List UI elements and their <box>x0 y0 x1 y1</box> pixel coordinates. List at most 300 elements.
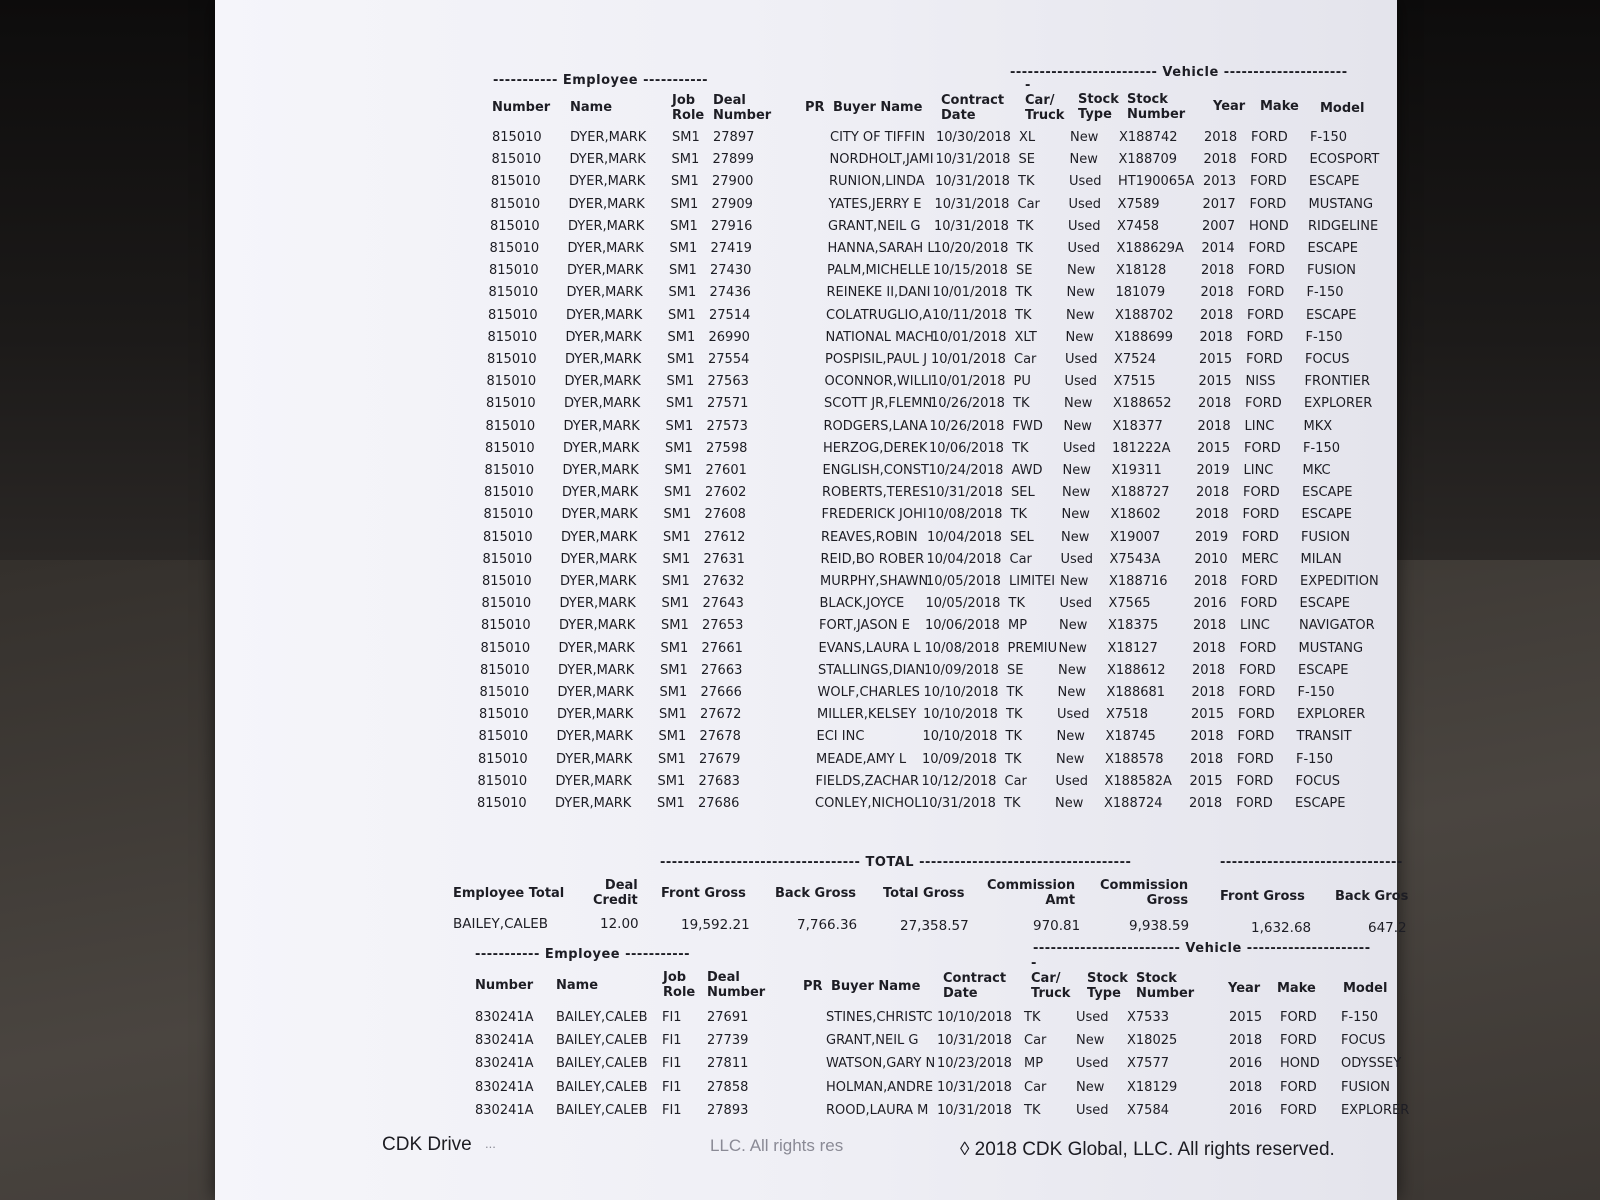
total-back-gross-2: 647.2 <box>1368 920 1407 936</box>
cell-name: BAILEY,CALEB <box>556 1056 648 1072</box>
col-header-deal-number: Deal Number <box>713 93 772 123</box>
cell-job-role: SM1 <box>657 773 686 789</box>
cell-number: 815010 <box>483 529 533 545</box>
col-header-model-2: Model <box>1343 981 1388 996</box>
cell-job-role: SM1 <box>670 196 699 212</box>
col-header-deal-credit: Deal Credit <box>593 878 638 908</box>
cell-job-role: FI1 <box>662 1033 682 1049</box>
cell-deal-number: 27691 <box>707 1010 749 1025</box>
cell-number: 815010 <box>487 352 537 367</box>
cell-stock-type: New <box>1056 751 1085 767</box>
cell-deal-number: 27601 <box>705 463 747 478</box>
cell-stock-type: Used <box>1064 374 1098 390</box>
cell-model: F-150 <box>1297 685 1335 700</box>
cell-make: FORD <box>1280 1079 1317 1095</box>
cell-make: FORD <box>1250 152 1288 168</box>
employee-group-header: ----------- Employee ----------- <box>493 73 708 88</box>
cell-buyer-name: HOLMAN,ANDRE <box>826 1079 934 1095</box>
cell-car-truck: TK <box>1013 396 1030 412</box>
cell-name: DYER,MARK <box>560 551 637 567</box>
cell-job-role: SM1 <box>665 440 693 456</box>
cell-model: F-150 <box>1341 1010 1378 1025</box>
cell-year: 2018 <box>1193 618 1227 634</box>
cell-buyer-name: MILLER,KELSEY <box>817 707 917 723</box>
cell-job-role: SM1 <box>664 463 693 478</box>
cell-stock-number: X188699 <box>1114 329 1174 345</box>
cell-make: FORD <box>1242 529 1279 545</box>
cell-model: RIDGELINE <box>1308 218 1379 234</box>
cell-stock-number: X18025 <box>1127 1033 1178 1049</box>
cell-year: 2018 <box>1199 329 1233 345</box>
cell-model: ESCAPE <box>1309 174 1360 190</box>
cell-deal-number: 27909 <box>711 196 753 212</box>
cell-contract-date: 10/31/2018 <box>921 796 996 811</box>
col-header-name: Name <box>570 100 613 115</box>
table-row <box>215 462 1397 480</box>
cell-job-role: SM1 <box>661 596 690 612</box>
cell-deal-number: 27811 <box>707 1056 749 1072</box>
cell-number: 815010 <box>484 463 535 478</box>
cell-deal-number: 27897 <box>713 130 755 145</box>
cell-contract-date: 10/31/2018 <box>937 1033 1012 1049</box>
cell-stock-number: X7577 <box>1127 1056 1169 1072</box>
cell-deal-number: 27608 <box>704 507 746 523</box>
cell-job-role: SM1 <box>663 529 691 545</box>
cell-stock-number: X188727 <box>1111 485 1170 501</box>
cell-stock-type: Used <box>1076 1010 1109 1025</box>
cell-car-truck: Car <box>1009 551 1032 567</box>
cell-stock-number: X188742 <box>1119 130 1178 145</box>
cell-number: 815010 <box>488 285 539 301</box>
cell-year: 2018 <box>1189 796 1223 811</box>
cell-year: 2018 <box>1198 396 1232 412</box>
col-header-buyer-name-2: Buyer Name <box>831 979 921 994</box>
cell-car-truck: TK <box>1015 285 1032 301</box>
cell-year: 2018 <box>1229 1079 1263 1095</box>
cell-year: 2007 <box>1202 218 1236 234</box>
cell-make: FORD <box>1280 1102 1317 1118</box>
cell-number: 815010 <box>491 174 541 190</box>
col-header-stock-type: Stock Type <box>1078 92 1119 122</box>
table-row <box>215 662 1397 680</box>
cell-job-role: SM1 <box>671 174 699 190</box>
cell-year: 2018 <box>1196 485 1230 501</box>
cell-make: FORD <box>1241 574 1278 589</box>
cell-stock-type: New <box>1055 796 1084 811</box>
cell-year: 2018 <box>1200 307 1234 323</box>
col-header-pr: PR <box>805 100 825 115</box>
cell-make: FORD <box>1248 263 1285 279</box>
cell-number: 815010 <box>485 418 536 434</box>
cell-name: DYER,MARK <box>570 130 647 145</box>
cell-name: DYER,MARK <box>567 241 644 256</box>
cell-model: F-150 <box>1310 130 1347 145</box>
cell-year: 2016 <box>1193 596 1227 612</box>
cell-contract-date: 10/01/2018 <box>931 329 1007 345</box>
col-header-commission-gross: Commission Gross <box>1100 878 1189 908</box>
cell-make: FORD <box>1237 751 1274 767</box>
cell-number: 815010 <box>481 618 531 634</box>
cell-make: FORD <box>1245 396 1282 412</box>
table-row <box>215 218 1397 236</box>
cell-car-truck: TK <box>1004 796 1021 811</box>
cell-buyer-name: MEADE,AMY L <box>816 751 907 767</box>
cell-make: FORD <box>1239 640 1277 656</box>
cell-name: BAILEY,CALEB <box>556 1102 648 1118</box>
cell-deal-number: 27683 <box>698 773 740 789</box>
cell-deal-number: 27686 <box>698 796 740 811</box>
footer-copyright: ◊ 2018 CDK Global, LLC. All rights reserved. <box>960 1139 1335 1160</box>
cell-number: 815010 <box>486 396 536 412</box>
cell-contract-date: 10/08/2018 <box>924 640 1000 656</box>
cell-model: EXPLORER <box>1304 396 1373 412</box>
cell-contract-date: 10/05/2018 <box>926 574 1001 589</box>
cell-model: F-150 <box>1296 751 1333 767</box>
cell-model: ESCAPE <box>1306 307 1357 323</box>
cell-name: DYER,MARK <box>561 529 638 545</box>
cell-name: DYER,MARK <box>557 707 634 723</box>
table-row <box>215 1079 1397 1097</box>
cell-make: FORD <box>1238 685 1276 700</box>
cell-stock-number: X7458 <box>1117 218 1159 234</box>
cell-number: 815010 <box>484 485 534 501</box>
cell-make: HOND <box>1280 1056 1320 1072</box>
cell-stock-type: Used <box>1059 596 1093 612</box>
cell-number: 830241A <box>475 1102 534 1118</box>
cell-job-role: SM1 <box>671 152 700 168</box>
cell-stock-number: X188724 <box>1104 796 1163 811</box>
cell-buyer-name: RODGERS,LANA <box>823 418 928 434</box>
cell-contract-date: 10/04/2018 <box>926 551 1002 567</box>
cell-contract-date: 10/12/2018 <box>921 773 997 789</box>
cell-year: 2018 <box>1197 418 1231 434</box>
cell-make: LINC <box>1243 463 1274 478</box>
cell-model: ESCAPE <box>1295 796 1346 811</box>
cell-deal-number: 27672 <box>700 707 742 723</box>
cell-number: 815010 <box>479 707 529 723</box>
cell-buyer-name: CONLEY,NICHOL <box>815 796 922 811</box>
cell-car-truck: TK <box>1005 729 1022 745</box>
cell-job-role: SM1 <box>667 352 695 367</box>
cell-make: FORD <box>1247 285 1285 301</box>
total-front-gross-2: 1,632.68 <box>1251 920 1312 936</box>
cell-car-truck: SEL <box>1010 529 1034 545</box>
cell-name: DYER,MARK <box>555 796 632 811</box>
cell-name: DYER,MARK <box>561 507 638 523</box>
cell-contract-date: 10/26/2018 <box>930 396 1005 412</box>
cell-year: 2015 <box>1189 773 1223 789</box>
table-row <box>215 173 1397 191</box>
cell-model: ESCAPE <box>1307 241 1358 256</box>
cell-job-role: SM1 <box>661 618 689 634</box>
table-row <box>215 751 1397 769</box>
cell-model: F-150 <box>1305 329 1343 345</box>
cell-deal-number: 27666 <box>700 685 742 700</box>
cell-deal-number: 27612 <box>704 529 746 545</box>
cell-deal-number: 27643 <box>702 596 744 612</box>
cell-year: 2019 <box>1196 463 1230 478</box>
table-row <box>215 1032 1397 1050</box>
table-row <box>215 351 1397 369</box>
cell-stock-type: New <box>1061 507 1090 523</box>
cell-model: TRANSIT <box>1296 729 1352 745</box>
vehicle-group-header-2: ------------------------- Vehicle --------------------- <box>1033 941 1371 956</box>
cell-deal-number: 27739 <box>707 1033 749 1049</box>
cell-job-role: SM1 <box>658 751 686 767</box>
cell-car-truck: TK <box>1024 1102 1041 1118</box>
cell-number: 815010 <box>490 218 540 234</box>
cell-name: DYER,MARK <box>559 596 636 612</box>
cell-model: FUSION <box>1307 263 1357 279</box>
cell-job-role: SM1 <box>670 218 698 234</box>
cell-number: 815010 <box>478 729 529 745</box>
cell-buyer-name: COLATRUGLIO,A <box>826 307 932 323</box>
cell-buyer-name: STINES,CHRISTC <box>826 1010 933 1025</box>
cell-deal-number: 27563 <box>707 374 749 390</box>
cell-make: FORD <box>1237 729 1275 745</box>
cell-contract-date: 10/20/2018 <box>933 241 1009 256</box>
cell-stock-type: New <box>1057 685 1086 700</box>
cell-name: DYER,MARK <box>566 307 643 323</box>
cell-stock-type: Used <box>1076 1102 1109 1118</box>
cell-model: FUSION <box>1301 529 1351 545</box>
cell-name: BAILEY,CALEB <box>556 1010 648 1025</box>
cell-stock-type: New <box>1070 130 1099 145</box>
cell-stock-type: Used <box>1068 218 1101 234</box>
table-row <box>215 640 1397 658</box>
cell-stock-number: X18602 <box>1110 507 1161 523</box>
cell-job-role: SM1 <box>664 485 692 501</box>
cell-car-truck: TK <box>1015 307 1032 323</box>
cell-car-truck: XLT <box>1014 329 1037 345</box>
cell-stock-number: X7515 <box>1113 374 1156 390</box>
cell-year: 2018 <box>1195 507 1229 523</box>
total-front-gross: 19,592.21 <box>681 917 750 933</box>
cell-contract-date: 10/10/2018 <box>937 1010 1012 1025</box>
cell-stock-type: New <box>1069 152 1098 168</box>
cell-car-truck: Car <box>1024 1033 1047 1049</box>
cell-make: LINC <box>1240 618 1270 634</box>
total-employee-name: BAILEY,CALEB <box>453 916 549 932</box>
col-header-commission-amt: Commission Amt <box>987 878 1076 908</box>
cell-number: 815010 <box>481 596 532 612</box>
cell-car-truck: Car <box>1024 1079 1047 1095</box>
table-row <box>215 262 1397 280</box>
cell-car-truck: SEL <box>1011 485 1035 501</box>
cell-contract-date: 10/23/2018 <box>937 1056 1012 1072</box>
cell-deal-number: 26990 <box>708 329 750 345</box>
cell-deal-number: 27430 <box>710 263 752 279</box>
cell-number: 815010 <box>477 773 528 789</box>
cell-model: ECOSPORT <box>1309 152 1380 168</box>
cell-stock-number: X188582A <box>1104 773 1172 789</box>
cell-contract-date: 10/31/2018 <box>937 1079 1012 1095</box>
cell-number: 830241A <box>475 1010 534 1025</box>
cell-name: DYER,MARK <box>569 174 646 190</box>
cell-model: ESCAPE <box>1301 507 1352 523</box>
cell-make: MERC <box>1241 551 1279 567</box>
cell-stock-number: X188629A <box>1116 241 1184 256</box>
cell-year: 2015 <box>1199 352 1233 367</box>
cell-contract-date: 10/04/2018 <box>927 529 1002 545</box>
cell-make: FORD <box>1280 1033 1317 1049</box>
cell-year: 2018 <box>1200 285 1234 301</box>
cell-name: DYER,MARK <box>564 374 641 390</box>
cell-model: MKX <box>1303 418 1333 434</box>
cell-year: 2018 <box>1194 574 1228 589</box>
cell-year: 2010 <box>1194 551 1228 567</box>
table-row <box>215 240 1397 258</box>
col-header-contract-date: Contract Date <box>941 93 1005 123</box>
cell-number: 815010 <box>483 507 534 523</box>
cell-contract-date: 10/10/2018 <box>923 685 999 700</box>
cell-make: LINC <box>1244 418 1275 434</box>
cell-make: HOND <box>1249 218 1289 234</box>
col-header-total-gross: Total Gross <box>883 886 965 901</box>
cell-job-role: SM1 <box>659 707 687 723</box>
footer-middle-faded: LLC. All rights res <box>710 1136 844 1155</box>
cell-contract-date: 10/08/2018 <box>927 507 1003 523</box>
cell-car-truck: PU <box>1013 374 1031 390</box>
cell-stock-type: New <box>1076 1033 1105 1049</box>
vehicle-group-header: ------------------------- Vehicle --------------------- <box>1010 65 1348 80</box>
col-header-back-gross-2: Back Gros <box>1335 889 1409 904</box>
cell-model: ESCAPE <box>1302 485 1353 501</box>
cell-buyer-name: SCOTT JR,FLEMN <box>824 396 933 412</box>
cell-model: MUSTANG <box>1298 640 1364 656</box>
col-header-model: Model <box>1320 101 1365 116</box>
cell-stock-type: Used <box>1057 707 1090 723</box>
cell-stock-number: X18128 <box>1116 263 1167 279</box>
cell-deal-number: 27893 <box>707 1102 749 1118</box>
cell-stock-type: New <box>1062 463 1091 478</box>
total-group-header-right: ------------------------------- <box>1220 855 1403 870</box>
cell-model: FOCUS <box>1295 773 1341 789</box>
table-row <box>215 573 1397 591</box>
cell-buyer-name: REINEKE II,DANI <box>826 285 931 301</box>
cell-make: FORD <box>1236 796 1273 811</box>
cell-car-truck: Car <box>1004 773 1027 789</box>
cell-name: DYER,MARK <box>567 263 644 279</box>
cell-contract-date: 10/01/2018 <box>930 374 1006 390</box>
cell-deal-number: 27899 <box>712 152 754 168</box>
cell-number: 815010 <box>491 152 542 168</box>
total-deal-credit: 12.00 <box>600 916 639 932</box>
report-page <box>215 0 1410 1200</box>
cell-contract-date: 10/31/2018 <box>928 485 1003 501</box>
total-commission-amt: 970.81 <box>1033 918 1081 934</box>
cell-car-truck: XL <box>1019 130 1036 145</box>
cell-model: ESCAPE <box>1298 662 1349 678</box>
cell-car-truck: TK <box>1024 1010 1041 1025</box>
cell-car-truck: TK <box>1006 707 1023 723</box>
cell-stock-number: 181079 <box>1115 285 1166 301</box>
cell-job-role: SM1 <box>662 574 690 589</box>
cell-car-truck: MP <box>1024 1056 1044 1072</box>
cell-stock-type: New <box>1076 1079 1105 1095</box>
cell-name: DYER,MARK <box>566 285 643 301</box>
cell-stock-type: New <box>1063 418 1092 434</box>
cell-buyer-name: FIELDS,ZACHAR <box>815 773 920 789</box>
cell-deal-number: 27419 <box>710 241 752 256</box>
cell-make: FORD <box>1251 130 1288 145</box>
col-header-name-2: Name <box>556 978 599 993</box>
table-row <box>215 773 1397 791</box>
total-commission-gross: 9,938.59 <box>1129 918 1190 934</box>
cell-contract-date: 10/30/2018 <box>936 130 1011 145</box>
cell-name: BAILEY,CALEB <box>556 1033 648 1049</box>
cell-stock-type: New <box>1065 329 1094 345</box>
cell-name: DYER,MARK <box>565 329 642 345</box>
cell-number: 815010 <box>488 307 538 323</box>
cell-stock-type: New <box>1058 662 1087 678</box>
cell-job-role: SM1 <box>660 640 689 656</box>
cell-name: DYER,MARK <box>564 396 641 412</box>
cell-job-role: SM1 <box>672 130 700 145</box>
cell-stock-type: New <box>1066 285 1095 301</box>
cell-stock-type: Used <box>1063 440 1096 456</box>
employee-group-header-2: ----------- Employee ----------- <box>475 947 690 962</box>
cell-job-role: FI1 <box>662 1102 682 1118</box>
cell-name: DYER,MARK <box>568 196 645 212</box>
cell-stock-number: X7518 <box>1106 707 1148 723</box>
table-row <box>215 795 1397 813</box>
cell-stock-type: New <box>1060 574 1089 589</box>
cell-contract-date: 10/01/2018 <box>932 285 1008 301</box>
cell-deal-number: 27900 <box>712 174 754 190</box>
cell-stock-number: X18375 <box>1108 618 1159 634</box>
cell-make: FORD <box>1244 440 1281 456</box>
cell-car-truck: AWD <box>1011 463 1043 478</box>
cell-stock-type: Used <box>1069 174 1102 190</box>
col-header-employee-total: Employee Total <box>453 886 565 901</box>
cell-year: 2018 <box>1229 1033 1263 1049</box>
cell-contract-date: 10/05/2018 <box>925 596 1001 612</box>
cell-year: 2018 <box>1204 130 1238 145</box>
cell-number: 815010 <box>477 796 527 811</box>
cell-contract-date: 10/09/2018 <box>924 662 999 678</box>
cell-car-truck: SE <box>1007 662 1024 678</box>
col-header-pr-2: PR <box>803 979 823 994</box>
cell-contract-date: 10/06/2018 <box>925 618 1000 634</box>
cell-name: DYER,MARK <box>560 574 637 589</box>
cell-buyer-name: EVANS,LAURA L <box>818 640 921 656</box>
cell-buyer-name: WATSON,GARY N <box>826 1056 936 1072</box>
cell-buyer-name: HANNA,SARAH L <box>827 241 935 256</box>
cell-car-truck: MP <box>1008 618 1028 634</box>
cell-year: 2014 <box>1201 241 1235 256</box>
cell-number: 830241A <box>475 1079 534 1095</box>
cell-job-role: FI1 <box>662 1079 682 1095</box>
table-row <box>215 151 1397 169</box>
cell-contract-date: 10/15/2018 <box>933 263 1008 279</box>
cell-number: 815010 <box>482 551 533 567</box>
cell-car-truck: TK <box>1005 751 1022 767</box>
col-header-car-truck-2: - Car/ Truck <box>1031 956 1071 1001</box>
col-header-number-2: Number <box>475 978 534 993</box>
cell-year: 2017 <box>1202 196 1236 212</box>
cell-stock-number: X7589 <box>1117 196 1160 212</box>
cell-stock-number: X188702 <box>1115 307 1174 323</box>
cell-stock-number: HT190065A <box>1118 174 1195 190</box>
table-row <box>215 373 1397 391</box>
cell-model: MKC <box>1302 463 1331 478</box>
cell-make: FORD <box>1247 307 1284 323</box>
cell-buyer-name: CITY OF TIFFIN <box>830 130 926 145</box>
cell-job-role: SM1 <box>668 307 696 323</box>
cell-contract-date: 10/31/2018 <box>934 218 1009 234</box>
cell-name: DYER,MARK <box>558 662 635 678</box>
